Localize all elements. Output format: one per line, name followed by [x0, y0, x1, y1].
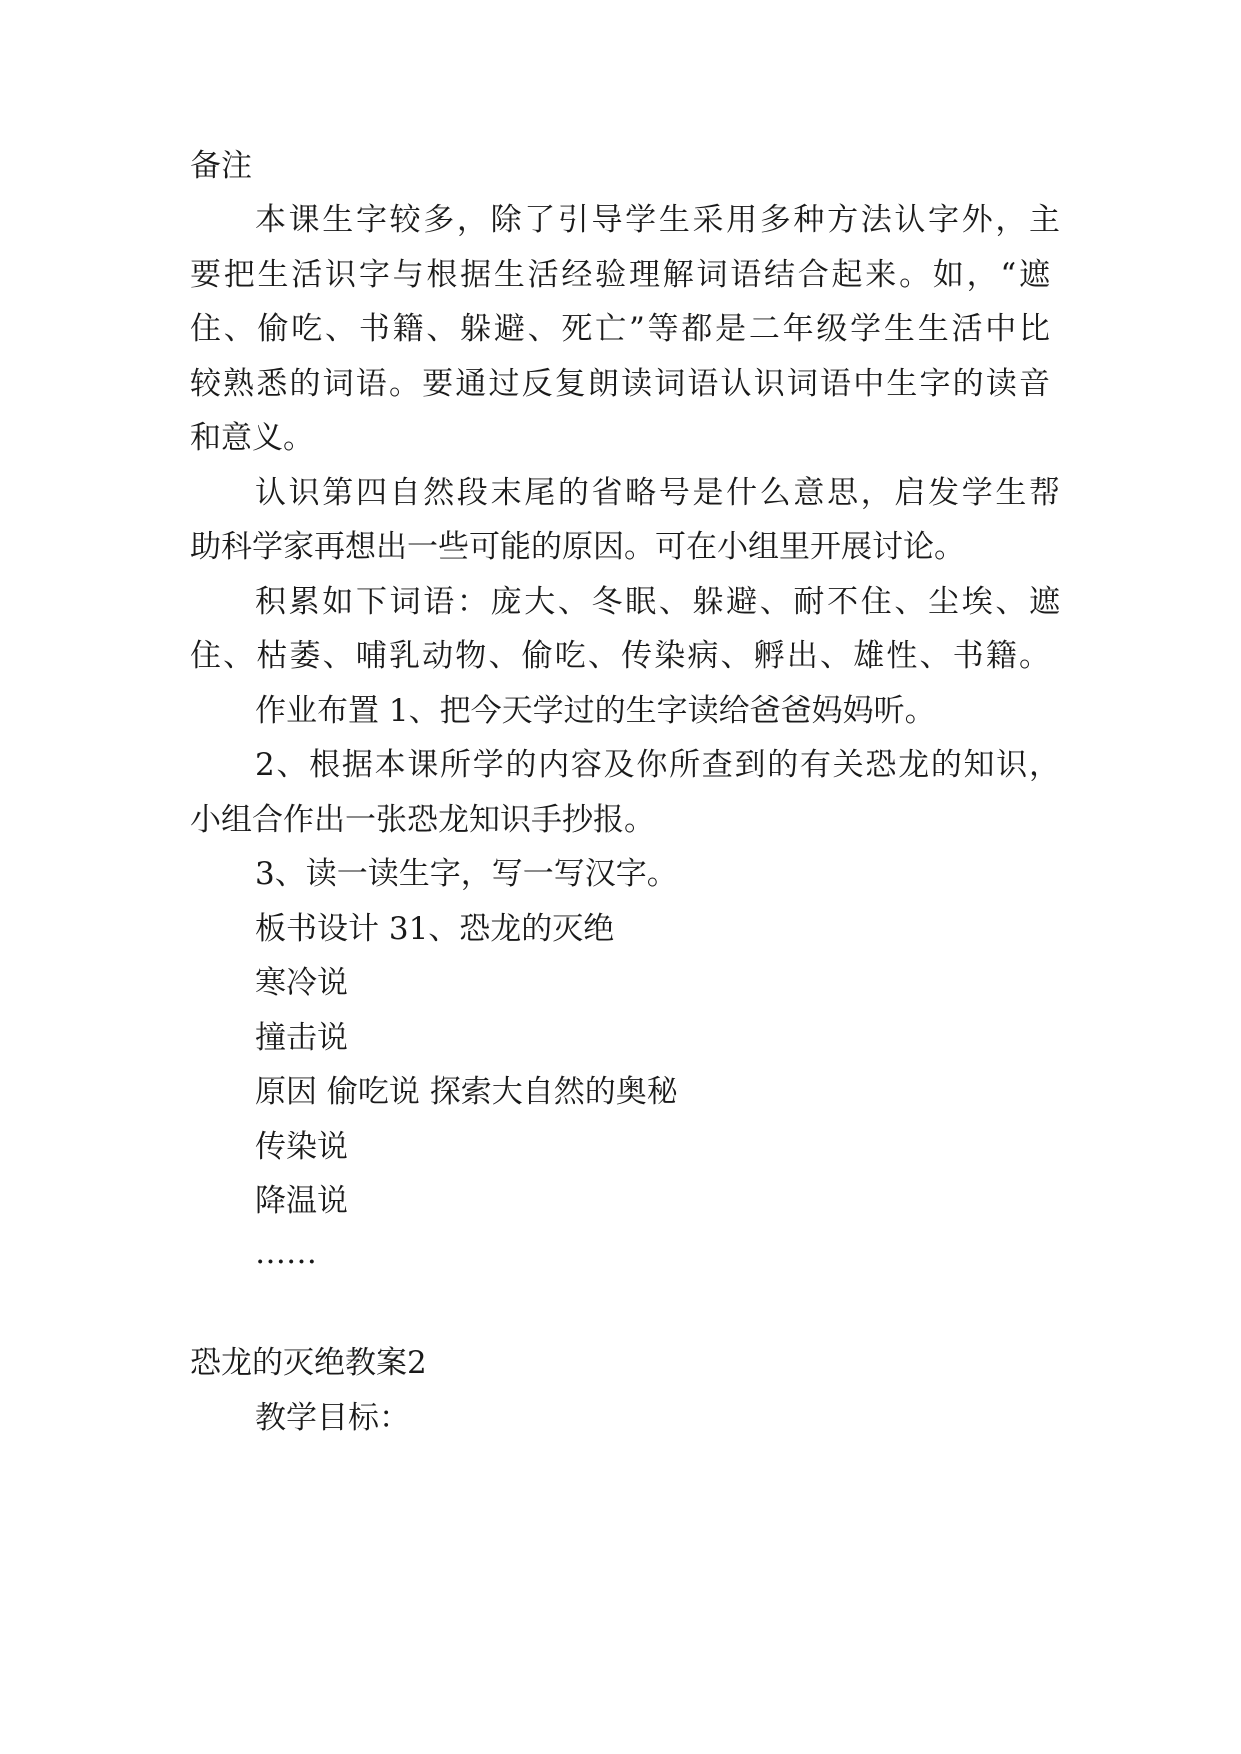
notes-para1-line4: 较熟悉的词语。要通过反复朗读词语认识词语中生字的读音: [190, 366, 1050, 402]
homework-item3: 3、读一读生字，写一写汉字。: [255, 856, 678, 892]
notes-para1-line2: 要把生活识字与根据生活经验理解词语结合起来。如，“遮: [190, 257, 1050, 293]
board-line-impact: 撞击说: [255, 1020, 348, 1056]
board-title: 板书设计 31、恐龙的灭绝: [255, 911, 615, 947]
notes-para1-line5: 和意义。: [190, 420, 314, 456]
notes-heading: 备注: [190, 148, 252, 184]
section-title: 恐龙的灭绝教案2: [190, 1345, 427, 1381]
board-ellipsis: ……: [255, 1235, 317, 1271]
homework-item1: 作业布置 1、把今天学过的生字读给爸爸妈妈听。: [255, 693, 936, 729]
notes-para2-line2: 助科学家再想出一些可能的原因。可在小组里开展讨论。: [190, 529, 965, 565]
homework-item2-line2: 小组合作出一张恐龙知识手抄报。: [190, 802, 655, 838]
notes-para3-line1: 积累如下词语：庞大、冬眠、躲避、耐不住、尘埃、遮: [255, 584, 1060, 620]
board-line-disease: 传染说: [255, 1129, 348, 1165]
notes-para1-line3: 住、偷吃、书籍、躲避、死亡”等都是二年级学生生活中比: [190, 311, 1050, 347]
notes-para2-line1: 认识第四自然段末尾的省略号是什么意思，启发学生帮: [255, 475, 1060, 511]
notes-para1-line1: 本课生字较多，除了引导学生采用多种方法认字外，主: [255, 202, 1060, 238]
board-line-cause: 原因 偷吃说 探索大自然的奥秘: [255, 1074, 678, 1110]
notes-para3-line2: 住、枯萎、哺乳动物、偷吃、传染病、孵出、雄性、书籍。: [190, 638, 1050, 674]
homework-item2-line1: 2、根据本课所学的内容及你所查到的有关恐龙的知识，: [255, 747, 1060, 783]
board-line-cold: 寒冷说: [255, 965, 348, 1001]
board-line-cooling: 降温说: [255, 1183, 348, 1219]
section-subtitle: 教学目标：: [255, 1400, 410, 1436]
